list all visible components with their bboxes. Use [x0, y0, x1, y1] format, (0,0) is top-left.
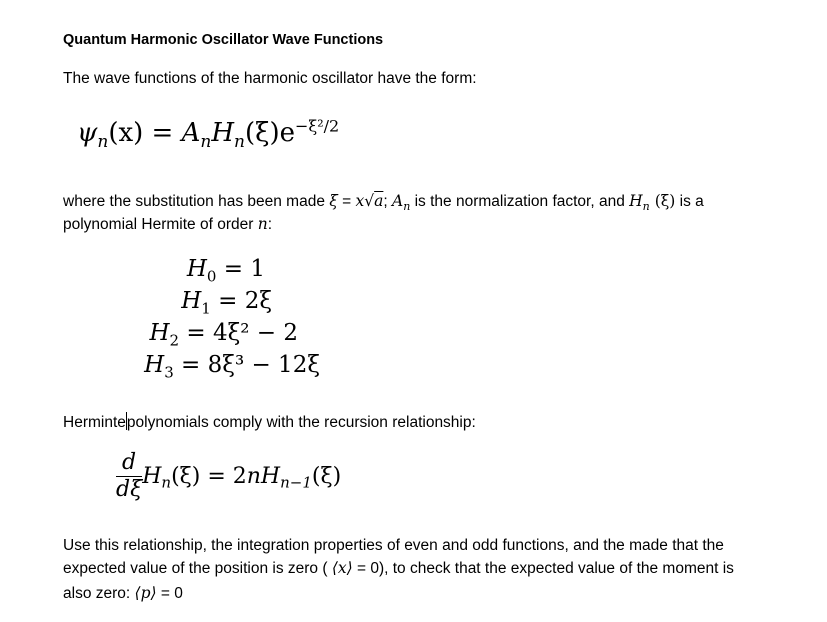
final-line-1: Use this relationship, the integration properties of even and odd functions, and the made that the	[63, 537, 724, 554]
document-title: Quantum Harmonic Oscillator Wave Functions	[63, 32, 384, 48]
wave-function-equation: $\psi_n(x) = A_nH_n(\xi)e^{-\xi^2/2}$	[77, 116, 340, 153]
hermite-h2: $H_2 = 4\xi^2 - 2$	[149, 320, 298, 350]
recursion-equation: $\frac{d}{d\xi}$ $H_n(\xi) = 2nH_{n-1}(\xi)$	[116, 450, 342, 502]
where-line-1: where the substitution has been made ξ = x√a; $A_n$ is the normalization factor, and $H_n$ (ξ) is a	[63, 192, 704, 214]
hermite-h3: $H_3 = 8\xi^3 - 12\xi$	[144, 352, 320, 382]
final-line-2: expected value of the position is zero ( ⟨x⟩ = 0), to check that the expected value of the moment is	[63, 559, 734, 577]
intro-paragraph: The wave functions of the harmonic oscillator have the form:	[63, 70, 477, 87]
hermite-h0: $H_0 = 1$	[186, 256, 265, 286]
final-line-3: also zero: ⟨p⟩ = 0	[63, 584, 183, 602]
psi-symbol: ψ	[77, 118, 98, 148]
hermite-h1: $H_1 = 2\xi$	[181, 288, 272, 318]
hermite-polynomials-list	[100, 253, 320, 381]
recursion-intro: Hermintepolynomials comply with the recursion relationship:	[63, 414, 476, 431]
where-line-2: polynomial Hermite of order n:	[63, 215, 272, 233]
derivative-fraction: $\frac{d}{d\xi}$	[116, 450, 143, 502]
